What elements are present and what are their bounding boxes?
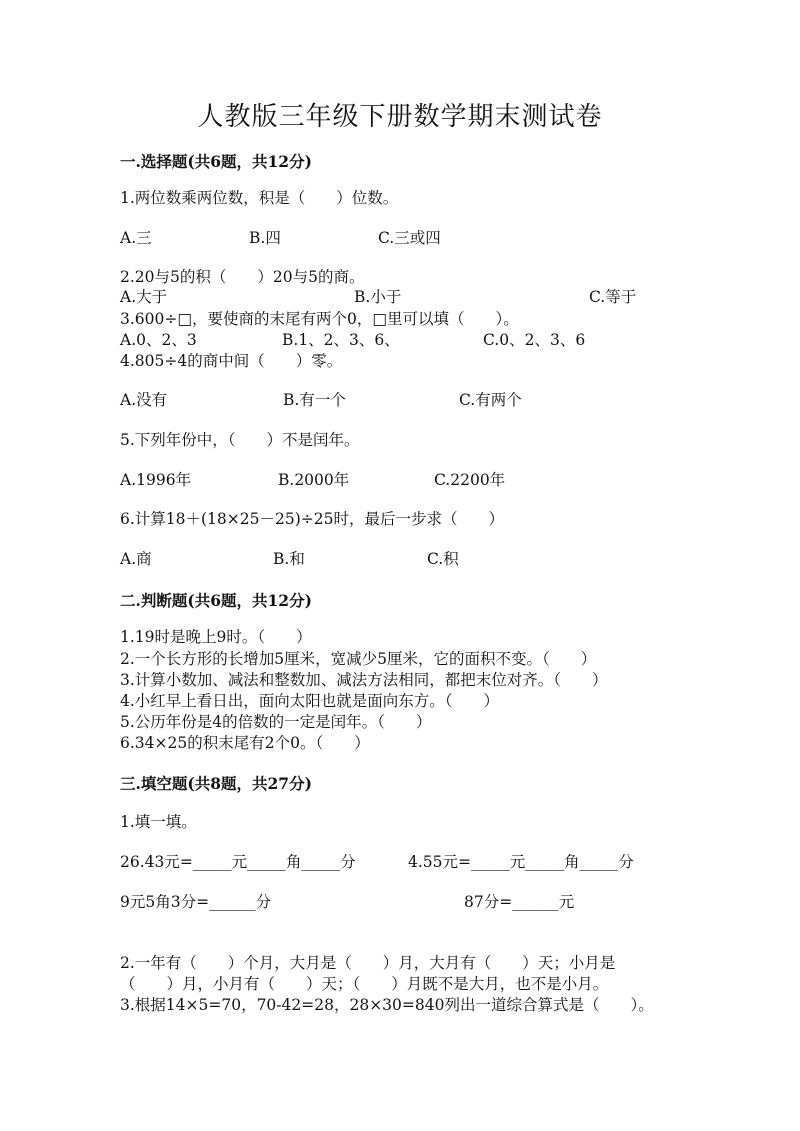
fill-blank-row: 87分=______元: [464, 893, 575, 911]
question-stem: 1.两位数乘两位数，积是（ ）位数。: [120, 189, 399, 207]
judgement-item: 2.一个长方形的长增加5厘米，宽减少5厘米，它的面积不变。（ ）: [120, 650, 597, 668]
question-stem: 4.805÷4的商中间（ ）零。: [120, 352, 343, 370]
question-stem: 2.20与5的积（ ）20与5的商。: [120, 268, 365, 286]
option-c: C.积: [427, 550, 459, 568]
option-b: B.1、2、3、6、: [282, 331, 400, 349]
judgement-item: 3.计算小数加、减法和整数加、减法方法相同，都把末位对齐。（ ）: [120, 671, 608, 689]
option-a: A.大于: [120, 288, 168, 306]
option-b: B.和: [273, 550, 305, 568]
question-stem: 1.填一填。: [120, 813, 197, 831]
option-a: A.商: [120, 550, 152, 568]
fill-blank-row: 9元5角3分=______分: [120, 893, 272, 911]
judgement-item: 1.19时是晚上9时。（ ）: [120, 628, 312, 646]
fill-blank-row: 4.55元=_____元_____角_____分: [408, 853, 634, 871]
option-a: A.0、2、3: [120, 331, 197, 349]
section-heading-judgement: 二.判断题(共6题，共12分): [120, 591, 312, 610]
fill-blank-row: 26.43元=_____元_____角_____分: [120, 853, 356, 871]
option-b: B.小于: [354, 288, 402, 306]
judgement-item: 6.34×25的积末尾有2个0。（ ）: [120, 734, 370, 752]
section-heading-fill-in: 三.填空题(共8题，共27分): [120, 774, 312, 793]
option-c: C.等于: [589, 288, 637, 306]
option-a: A.没有: [120, 391, 168, 409]
question-stem: 3.600÷□，要使商的末尾有两个0，□里可以填（ ）。: [120, 310, 519, 328]
option-a: A.1996年: [120, 471, 192, 489]
section-heading-choice: 一.选择题(共6题，共12分): [120, 152, 312, 171]
question-stem: 5.下列年份中，（ ）不是闰年。: [120, 431, 360, 449]
option-c: C.2200年: [434, 471, 506, 489]
option-b: B.2000年: [278, 471, 350, 489]
option-c: C.0、2、3、6: [483, 331, 586, 349]
question-stem: 3.根据14×5=70，70-42=28，28×30=840列出一道综合算式是（ ）。: [120, 996, 654, 1014]
option-b: B.四: [249, 229, 281, 247]
option-b: B.有一个: [283, 391, 346, 409]
option-c: C.有两个: [459, 391, 522, 409]
question-stem-continued: （ ）月，小月有（ ）天；（ ）月既不是大月，也不是小月。: [120, 975, 609, 993]
question-stem: 6.计算18＋(18×25－25)÷25时，最后一步求（ ）: [120, 510, 504, 528]
page-title: 人教版三年级下册数学期末测试卷: [197, 102, 603, 132]
option-c: C.三或四: [378, 229, 441, 247]
option-a: A.三: [120, 229, 152, 247]
judgement-item: 4.小红早上看日出，面向太阳也就是面向东方。（ ）: [120, 692, 500, 710]
judgement-item: 5.公历年份是4的倍数的一定是闰年。（ ）: [120, 713, 432, 731]
question-stem: 2.一年有（ ）个月，大月是（ ）月，大月有（ ）天；小月是: [120, 954, 616, 972]
